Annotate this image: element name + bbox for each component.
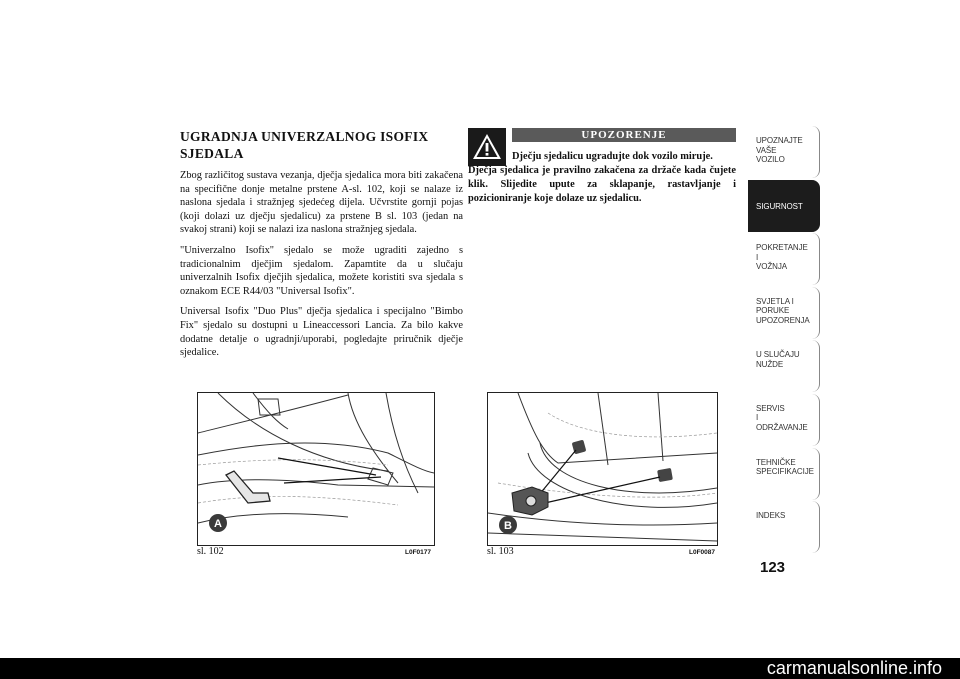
figure-102-caption: sl. 102: [197, 546, 224, 557]
tab-upoznajte-vase-vozilo[interactable]: [748, 126, 820, 178]
paragraph-2: "Univerzalno Isofix" sjedalo se može ugraditi zajedno s tradicionalnim dječjim sjedalom. Zapamtite da u slučaju univerzalnih Isofix dječjih sjedalica, možete koristiti sva sjedala s oznakom ECE R44/03 "Universal Isofix".: [180, 244, 463, 297]
chapter-tabs: [748, 126, 820, 555]
figure-102-code: L0F0177: [405, 549, 432, 556]
figure-103-code: L0F0087: [689, 549, 716, 556]
tab-indeks[interactable]: [748, 501, 820, 553]
figure-103: [487, 392, 718, 546]
tab-label: POKRETANJE I VOŽNJA: [756, 243, 808, 272]
article-column: [180, 128, 463, 367]
tab-servis-i-odrzavanje[interactable]: [748, 394, 820, 446]
rear-anchor-illustration: [488, 393, 717, 545]
tab-sigurnost[interactable]: [748, 180, 820, 232]
tab-label: SIGURNOST: [756, 201, 803, 211]
tab-tehnicke-specifikacije[interactable]: [748, 448, 820, 500]
section-title: UGRADNJA UNIVERZALNOG ISOFIX SJEDALA: [180, 129, 429, 161]
tab-label: U SLUČAJU NUŽDE: [756, 350, 800, 369]
page-number: 123: [760, 559, 786, 576]
paragraph-1: Zbog različitog sustava vezanja, dječja sjedalica mora biti zakačena na specifične donje metalne prstene A-sl. 102, koji se nalaze iz naslona sjedala i stražnjeg sjedećeg dijela. Učvrstite gornji pojas (koji dolazi uz dječju sjedalicu) za prstene B sl. 103 (jedan na svakoj strani) koji se nalazi iza naslona stražnjeg sjedala.: [180, 170, 463, 236]
paragraph-3: Universal Isofix "Duo Plus" dječja sjedalica i specijalno "Bimbo Fix" sjedalo su dostupni u Lineaccessori Lancia. Za bilo kakve dodatne detalje o ugradnji/uporabi, pogledajte priručnik dječje sjedalice.: [180, 306, 463, 359]
warning-heading: UPOZORENJE: [512, 128, 736, 142]
watermark: carmanualsonline.info: [0, 658, 960, 679]
tab-u-slucaju-nuzde[interactable]: [748, 340, 820, 392]
marker-b: B: [504, 520, 512, 532]
figure-102: [197, 392, 435, 546]
tab-pokretanje-i-voznja[interactable]: [748, 233, 820, 285]
tab-label: UPOZNAJTE VAŠE VOZILO: [756, 136, 803, 164]
warning-text: [468, 150, 736, 206]
tab-svjetla-i-poruke[interactable]: [748, 287, 820, 339]
tab-label: SERVIS I ODRŽAVANJE: [756, 403, 808, 432]
tab-label: SVJETLA I PORUKE UPOZORENJA: [756, 296, 810, 325]
warning-first-line: Dječju sjedalicu ugradujte dok vozilo miruje.: [512, 151, 713, 162]
marker-a: A: [214, 518, 222, 530]
isofix-seat-illustration: [198, 393, 434, 545]
tab-label: TEHNIČKE SPECIFIKACIJE: [756, 457, 814, 477]
tab-label: INDEKS: [756, 511, 786, 521]
warning-rest: Dječja sjedalica je pravilno zakačena za držače kada čujete klik. Slijedite upute za sklapanje, rastavljanje i pozicioniranje koje dolaze uz sjedalicu.: [468, 165, 736, 204]
figure-103-caption: sl. 103: [487, 546, 514, 557]
